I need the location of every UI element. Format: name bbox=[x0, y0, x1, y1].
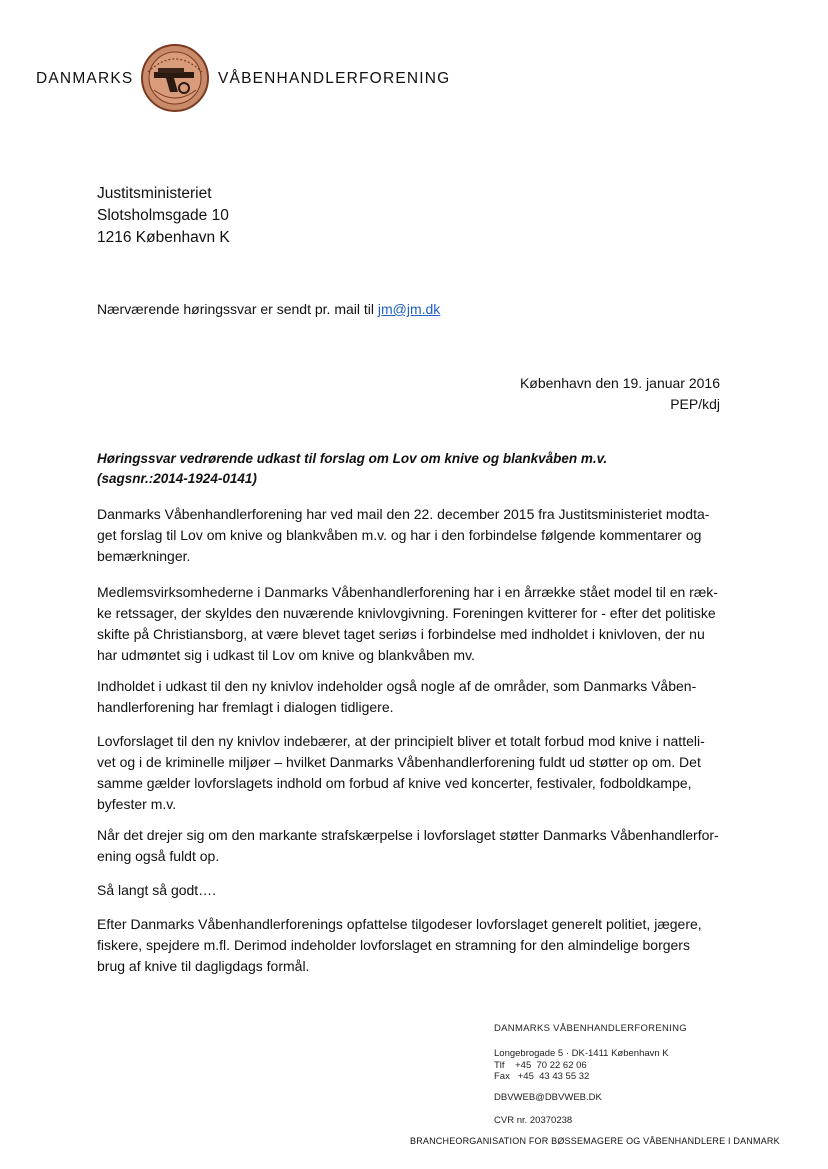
body-line: bemærkninger. bbox=[97, 548, 191, 564]
body-line: get forslag til Lov om knive og blankvåben m.v. og har i den forbindelse følgende kommentarer og bbox=[97, 527, 702, 543]
reference: PEP/kdj bbox=[670, 396, 720, 412]
body-line: samme gælder lovforslagets indhold om forbud af knive ved koncerter, festivaler, fodboldkampe, bbox=[97, 775, 692, 791]
body-line: Indholdet i udkast til den ny knivlov indeholder også nogle af de områder, som Danmarks Våben- bbox=[97, 678, 697, 694]
recipient-line: Justitsministeriet bbox=[97, 185, 212, 202]
body-line: byfester m.v. bbox=[97, 796, 177, 812]
body-paragraph-2 bbox=[97, 582, 725, 666]
footer-cvr: CVR nr. 20370238 bbox=[494, 1115, 573, 1126]
recipient-line: 1216 København K bbox=[97, 229, 230, 246]
footer-tagline: BRANCHEORGANISATION FOR BØSSEMAGERE OG VÅBENHANDLERE I DANMARK bbox=[410, 1136, 780, 1146]
body-paragraph-7 bbox=[97, 914, 725, 977]
footer-org-name: DANMARKS VÅBENHANDLERFORENING bbox=[494, 1023, 687, 1034]
place-date: København den 19. januar 2016 bbox=[519, 375, 720, 391]
body-paragraph-6 bbox=[97, 880, 725, 901]
body-line: har udmøntet sig i udkast til Lov om knive og blankvåben mv. bbox=[97, 647, 475, 663]
recipient-address bbox=[97, 183, 230, 249]
body-paragraph-5 bbox=[97, 825, 725, 867]
body-line: ke retssager, der skyldes den nuværende knivlovgivning. Foreningen kvitterer for - efter det politiske bbox=[97, 605, 716, 621]
body-paragraph-4 bbox=[97, 731, 725, 815]
subject-line: Høringssvar vedrørende udkast til forslag om Lov om knive og blankvåben m.v. bbox=[97, 451, 608, 466]
footer-email[interactable]: DBVWEB@DBVWEB.DK bbox=[494, 1092, 602, 1103]
body-line: Efter Danmarks Våbenhandlerforenings opfattelse tilgodeser lovforslaget generelt politiet, jægere, bbox=[97, 916, 702, 932]
subject-heading bbox=[97, 449, 717, 489]
sent-note-text: Nærværende høringssvar er sendt pr. mail til bbox=[97, 301, 378, 317]
letterhead-left-word: DANMARKS bbox=[36, 70, 134, 87]
footer-phone: Tlf +45 70 22 62 06 bbox=[494, 1060, 587, 1071]
body-line: Lovforslaget til den ny knivlov indebærer, at der principielt bliver et totalt forbud mod knive i natteli- bbox=[97, 733, 705, 749]
body-paragraph-1 bbox=[97, 504, 725, 567]
body-line: skifte på Christiansborg, at være blevet taget seriøs i forbindelse med indholdet i knivloven, der nu bbox=[97, 626, 705, 642]
sent-note bbox=[97, 301, 440, 317]
footer-fax: Fax +45 43 43 55 32 bbox=[494, 1071, 590, 1082]
body-line: vet og i de kriminelle miljøer – hvilket Danmarks Våbenhandlerforening fuldt ud støtter op om. Det bbox=[97, 754, 701, 770]
body-line: Så langt så godt…. bbox=[97, 882, 217, 898]
body-line: brug af knive til dagligdags formål. bbox=[97, 958, 310, 974]
subject-case-number: (sagsnr.:2014-1924-0141) bbox=[97, 471, 257, 486]
email-link[interactable]: jm@jm.dk bbox=[377, 301, 441, 317]
dateline bbox=[520, 373, 720, 415]
body-paragraph-3 bbox=[97, 676, 725, 718]
recipient-line: Slotsholmsgade 10 bbox=[97, 207, 229, 224]
footer-address: Longebrogade 5 · DK-1411 København K bbox=[494, 1048, 669, 1059]
body-line: Når det drejer sig om den markante strafskærpelse i lovforslaget støtter Danmarks Våbenhandlerfor- bbox=[97, 827, 719, 843]
body-line: ening også fuldt op. bbox=[97, 848, 220, 864]
body-line: Medlemsvirksomhederne i Danmarks Våbenhandlerforening har i en årrække stået model til en ræk- bbox=[97, 584, 718, 600]
body-line: fiskere, spejdere m.fl. Derimod indeholder lovforslaget en stramning for den almindelige borgers bbox=[97, 937, 690, 953]
letterhead-right-word: VÅBENHANDLERFORENING bbox=[218, 70, 451, 87]
body-line: handlerforening har fremlagt i dialogen tidligere. bbox=[97, 699, 394, 715]
body-line: Danmarks Våbenhandlerforening har ved mail den 22. december 2015 fra Justitsministeriet modta- bbox=[97, 506, 710, 522]
association-seal-icon bbox=[140, 42, 210, 114]
